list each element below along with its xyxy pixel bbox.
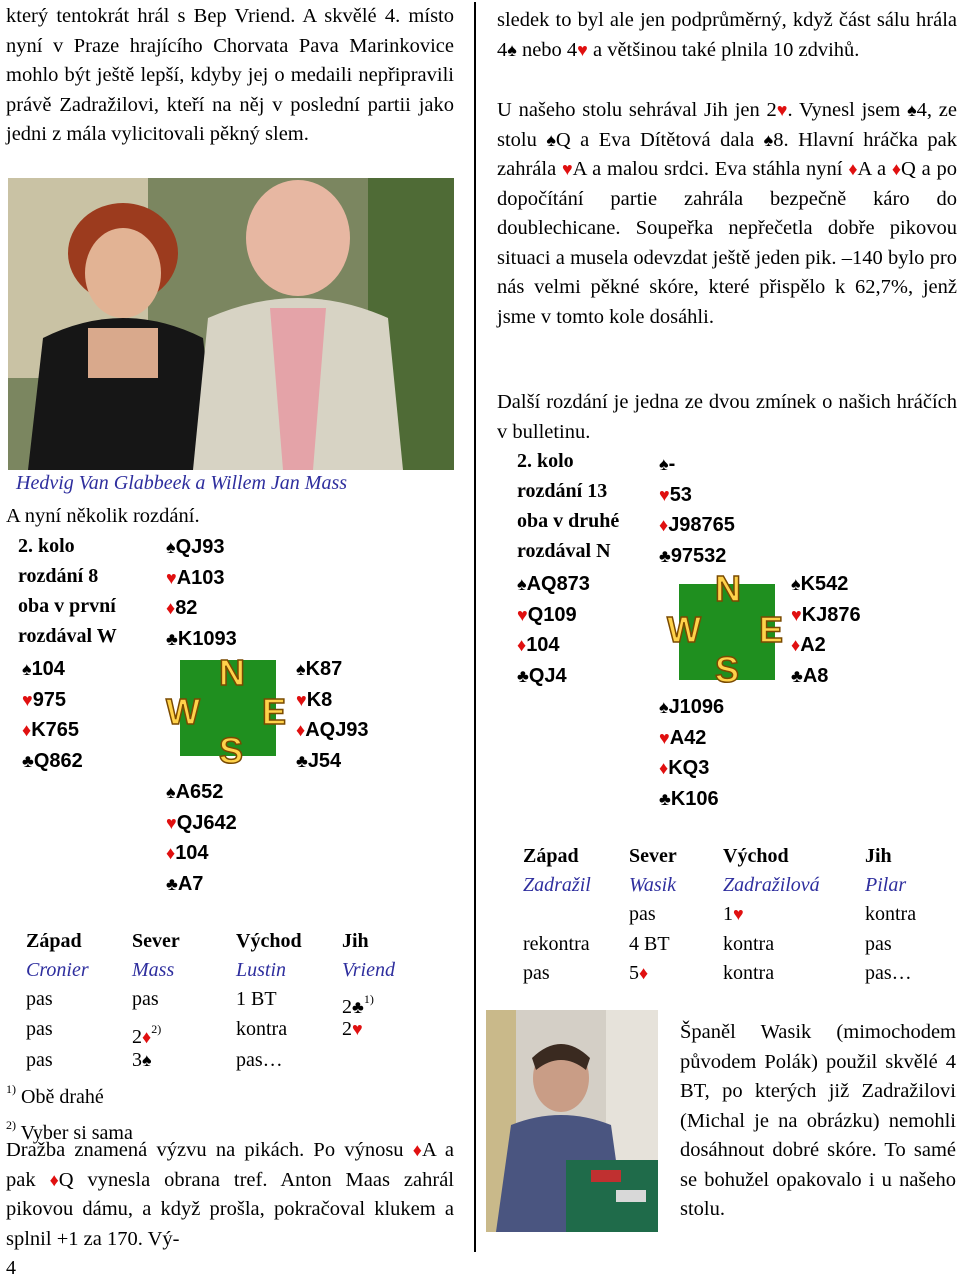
compass-s: S (715, 649, 740, 690)
column-divider (474, 2, 476, 1252)
deal2-board: rozdání 13 (517, 480, 608, 502)
heart-icon: ♥ (733, 904, 744, 924)
heart-icon: ♥ (776, 100, 788, 120)
photo-caption: Hedvig Van Glabbeek a Willem Jan Mass (16, 472, 348, 494)
note-2: $^{2)}$ Vyber si sama (6, 1118, 133, 1144)
heart-icon: ♥ (791, 604, 802, 625)
spade-icon: ♠ (763, 129, 774, 150)
bid-header: Jih (865, 845, 892, 867)
bid-header: Jih (342, 930, 369, 952)
diamond-icon: ♦ (166, 843, 176, 863)
bid-call: pas (26, 988, 53, 1010)
bid-player: Mass (132, 959, 175, 981)
heart-icon: ♥ (166, 812, 177, 833)
club-icon: ♣ (166, 628, 178, 649)
intro-paragraph: který tentokrát hrál s Bep Vriend. A skvělé 4. místo nyní v Praze hrajícího Chorvata Pava Marinkovice mohlo být ještě lepší, kdyby jej o medaili nepřipravili právě Zadražilovi, kteří na něj v poslední partii jako jedni z mála vylicitovali pěkný slem. (6, 5, 454, 145)
deal2-north-hand: ♠- ♥53 ♦J98765 ♣97532 (659, 453, 735, 567)
deal1-east-hand: ♠K87 ♥K8 ♦AQJ93 ♣J54 (296, 658, 369, 772)
bid-player: Lustin (236, 959, 287, 981)
diamond-icon: ♦ (791, 635, 801, 655)
bid-header: Sever (132, 930, 180, 952)
spade-icon: ♠ (907, 100, 917, 120)
deal2-round: 2. kolo (517, 450, 574, 472)
deal2-info (517, 446, 619, 566)
spade-icon: ♠ (791, 574, 801, 594)
club-icon: ♣ (517, 665, 529, 686)
deal2-vuln: oba v druhé (517, 510, 620, 532)
diamond-icon: ♦ (49, 1169, 59, 1190)
bid-header: Východ (236, 930, 302, 952)
heart-icon: ♥ (296, 689, 307, 710)
right-paragraph-3: Další rozdání je jedna ze dvou zmínek o našich hráčích v bulletinu. (497, 391, 957, 443)
diamond-icon: ♦ (848, 159, 858, 179)
photo-player (486, 1010, 658, 1232)
diamond-icon: ♦ (296, 720, 306, 740)
spade-icon: ♠ (659, 454, 669, 474)
heart-icon: ♥ (659, 727, 670, 748)
bid-call: pas… (865, 962, 912, 984)
spade-icon: ♠ (166, 782, 176, 802)
bid-call: kontra (865, 903, 917, 925)
club-icon: ♣ (296, 750, 308, 771)
club-icon: ♣ (166, 873, 178, 894)
heart-icon: ♥ (659, 484, 670, 505)
deal1-south-hand: ♠A652 ♥QJ642 ♦104 ♣A7 (166, 781, 237, 895)
photo-couple (8, 178, 454, 470)
club-icon: ♣ (352, 997, 364, 1017)
bid-header: Sever (629, 845, 677, 867)
note-1: $^{1)}$ Obě drahé (6, 1082, 104, 1108)
deal1-bidding (6, 927, 454, 1047)
photo-player-image (486, 1010, 658, 1232)
bid-call: pas (865, 933, 892, 955)
bid-call: pas (523, 962, 550, 984)
compass-e: E (759, 609, 784, 650)
diamond-icon: ♦ (639, 963, 649, 983)
bid-player: Vriend (342, 959, 395, 981)
right-paragraph-1: sledek to byl ale jen podprůměrný, když část sálu hrála 4♠ nebo 4♥ a většinou také plnila 10 zdvihů. (497, 9, 957, 61)
spade-icon: ♠ (22, 659, 32, 679)
deal1-commentary: Dražba znamená výzvu na pikách. Po výnosu ♦A a pak ♦Q vynesla obrana tref. Anton Maas zahrál pikovou dámu, a když prošla, pokračoval klukem a splnil +1 za 170. Vý- (6, 1139, 454, 1250)
diamond-icon: ♦ (166, 598, 176, 618)
diamond-icon: ♦ (142, 1027, 152, 1047)
heart-icon: ♥ (22, 689, 33, 710)
deal1-bidding-row3 (6, 1046, 454, 1076)
bid-player: Cronier (26, 959, 89, 981)
deal1-west-hand: ♠104 ♥975 ♦K765 ♣Q862 (22, 658, 83, 772)
page-number: 4 (6, 1257, 16, 1279)
bid-call: pas (26, 1049, 53, 1071)
deal1-board: rozdání 8 (18, 565, 99, 587)
closing-paragraph: Španěl Wasik (mimochodem původem Polák) použil skvělé 4 BT, po kterých již Zadražilovi (Michal je na obrázku) nemohli dosáhnout dobré skóre. To samé se bohužel opakovalo i u našeho stolu. (680, 1021, 956, 1220)
spade-icon: ♠ (517, 574, 527, 594)
heart-icon: ♥ (517, 604, 528, 625)
heart-icon: ♥ (561, 159, 573, 179)
bid-call: kontra (236, 1018, 288, 1040)
club-icon: ♣ (659, 545, 671, 566)
bid-call: kontra (723, 962, 775, 984)
deal1-round: 2. kolo (18, 535, 75, 557)
photo-couple-image (8, 178, 454, 470)
compass-e: E (262, 691, 287, 732)
spade-icon: ♠ (507, 39, 517, 60)
deal1-dealer: rozdával W (18, 625, 117, 647)
bid-player: Wasik (629, 874, 677, 896)
bid-call: 2♣$^{1)}$ (342, 992, 374, 1018)
compass-n: N (219, 652, 245, 693)
deal2-bidding (497, 842, 957, 992)
bid-header: Západ (523, 845, 579, 867)
club-icon: ♣ (791, 665, 803, 686)
deal1-info (18, 531, 117, 651)
bid-call: pas (26, 1018, 53, 1040)
bid-player: Pilar (865, 874, 907, 896)
heart-icon: ♥ (352, 1019, 363, 1039)
compass-w: W (166, 691, 200, 732)
spade-icon: ♠ (546, 129, 556, 150)
bid-call: 3♠ (132, 1049, 152, 1071)
spade-icon: ♠ (659, 697, 669, 717)
deal2-dealer: rozdával N (517, 540, 611, 562)
bid-player: Zadražilová (723, 874, 820, 896)
bid-call: 1♥ (723, 903, 744, 925)
deal1-vuln: oba v první (18, 595, 116, 617)
club-icon: ♣ (22, 750, 34, 771)
spade-icon: ♠ (296, 659, 306, 679)
lead-text: A nyní několik rozdání. (6, 505, 200, 527)
diamond-icon: ♦ (412, 1140, 422, 1160)
deal1-north-hand: ♠QJ93 ♥A103 ♦82 ♣K1093 (166, 536, 237, 650)
diamond-icon: ♦ (891, 159, 902, 179)
deal2-west-hand: ♠AQ873 ♥Q109 ♦104 ♣QJ4 (517, 573, 590, 687)
bid-call: pas… (236, 1049, 283, 1071)
bid-header: Východ (723, 845, 789, 867)
bid-call: pas (132, 988, 159, 1010)
spade-icon: ♠ (166, 537, 176, 557)
bid-header: Západ (26, 930, 82, 952)
bid-call: 2♥ (342, 1018, 363, 1040)
deal2-south-hand: ♠J1096 ♥A42 ♦KQ3 ♣K106 (659, 696, 725, 810)
compass-n: N (715, 568, 741, 609)
bid-call: pas (629, 903, 656, 925)
bid-call: rekontra (523, 933, 590, 955)
compass-s: S (219, 730, 244, 771)
right-paragraph-2: U našeho stolu sehrával Jih jen 2♥. Vynesl jsem ♠4, ze stolu ♠Q a Eva Dítětová dala ♠8. Hlavní hráčka pak zahrála ♥A a malou srdci. Eva stáhla nyní ♦A a ♦Q a po dopočítání partie zahrála bezpečně káro do doublechicane. Soupeřka nepřečetla dobře pikovou situaci a musela odevzdat ještě jeden pik. –140 bylo pro nás velmi pěkné skóre, které přispělo k 62,7%, jenž jsme v tomto kole dosáhli. (497, 99, 958, 328)
bid-player: Zadražil (523, 874, 591, 896)
bid-call: 5♦ (629, 962, 649, 984)
bid-call: 1 BT (236, 988, 277, 1010)
heart-icon: ♥ (166, 567, 177, 588)
bid-call: kontra (723, 933, 775, 955)
deal2-east-hand: ♠K542 ♥KJ876 ♦A2 ♣A8 (791, 573, 861, 687)
diamond-icon: ♦ (659, 515, 669, 535)
bid-call: 2♦$^{2)}$ (132, 1022, 162, 1048)
diamond-icon: ♦ (659, 758, 669, 778)
diamond-icon: ♦ (22, 720, 32, 740)
club-icon: ♣ (659, 788, 671, 809)
heart-icon: ♥ (577, 39, 588, 60)
diamond-icon: ♦ (517, 635, 527, 655)
spade-icon: ♠ (142, 1050, 152, 1070)
bid-call: 4 BT (629, 933, 670, 955)
compass-w: W (667, 609, 701, 650)
